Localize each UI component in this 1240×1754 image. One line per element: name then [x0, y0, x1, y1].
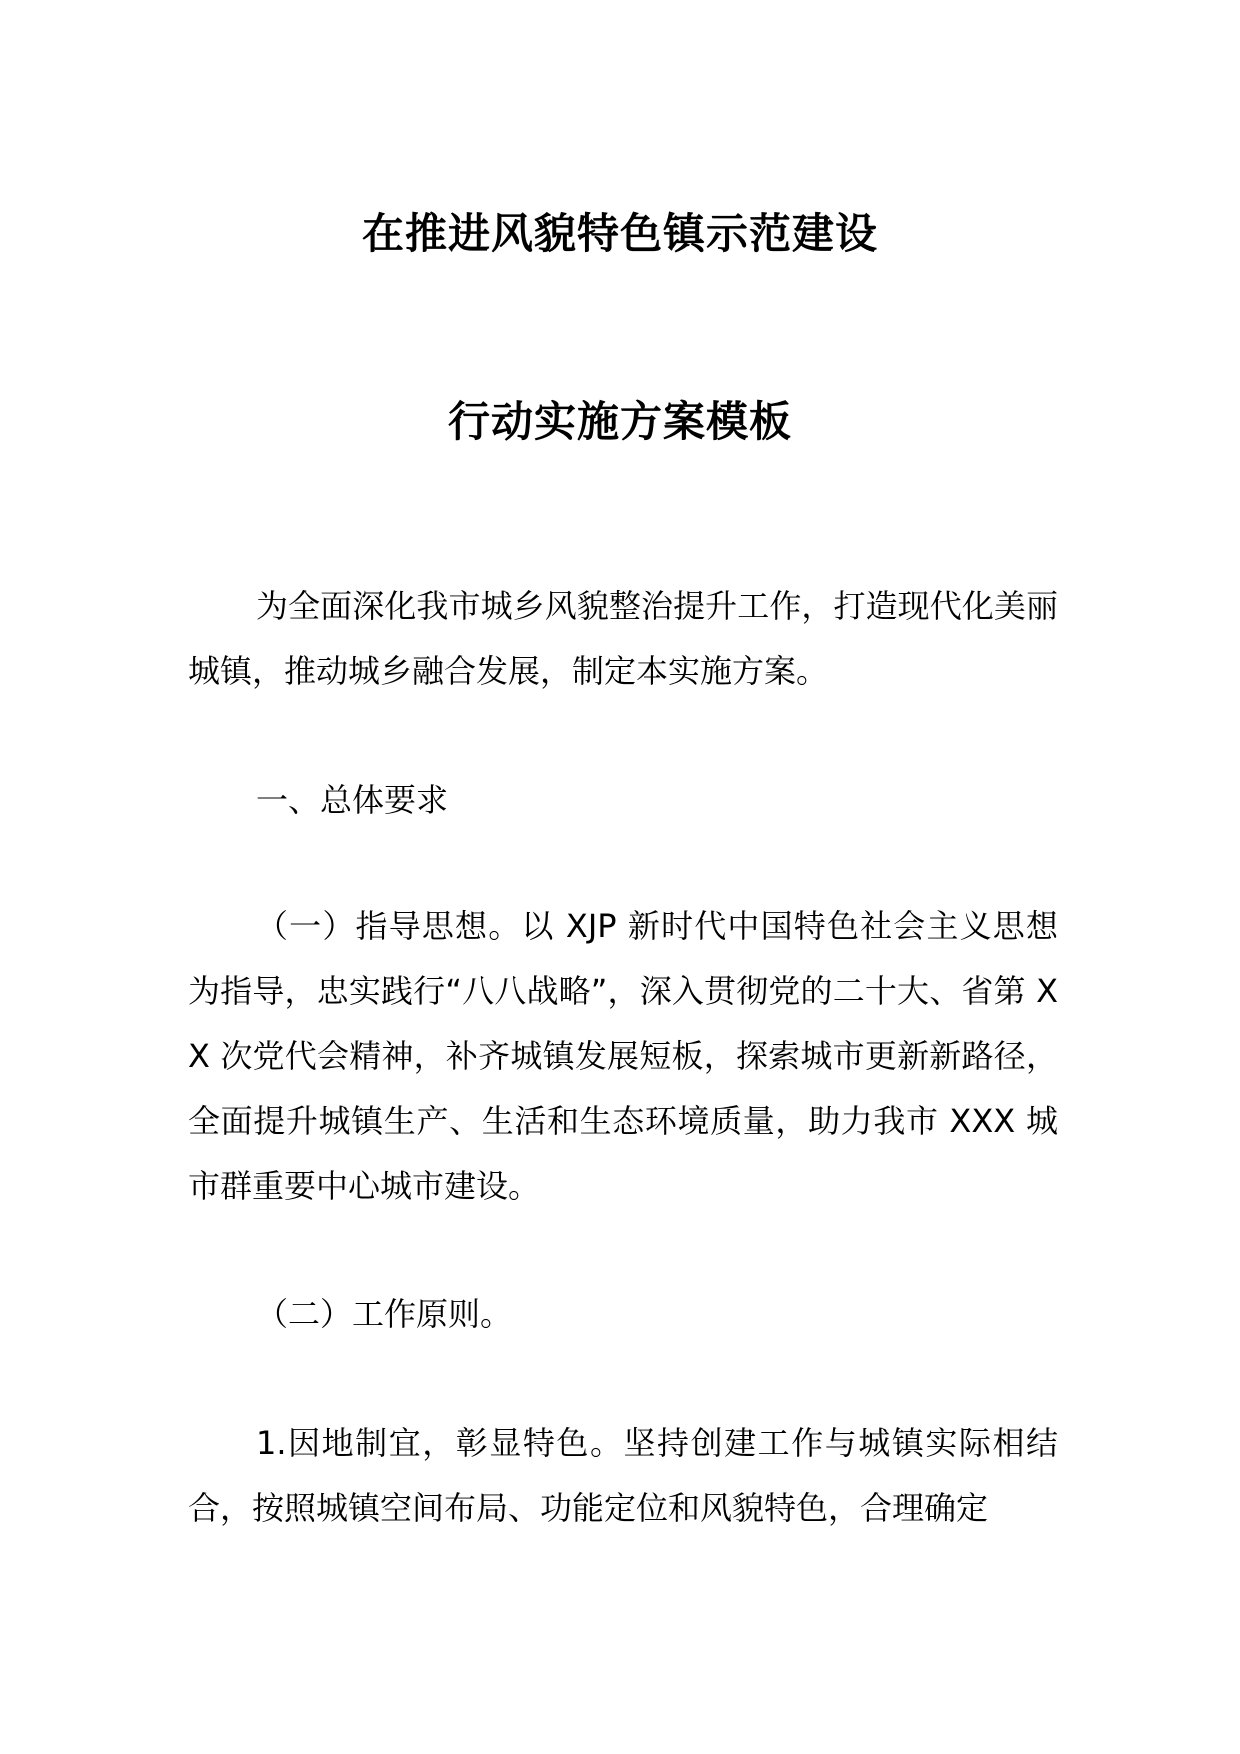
subheading-work-principles: （二）工作原则。 [256, 1295, 513, 1333]
document-title-line-2: 行动实施方案模板 [447, 397, 792, 446]
guiding-thought-paragraph: （一）指导思想。以 XJP 新时代中国特色社会主义思想为指导，忠实践行“八八战略”，深入贯彻党的二十大、省第 XX 次党代会精神，补齐城镇发展短板，探索城市更新新路径，全面提升城镇生产、生活和生态环境质量，助力我市 XXX 城市群重要中心城市建设。 [188, 907, 1058, 1205]
intro-paragraph: 为全面深化我市城乡风貌整治提升工作，打造现代化美丽城镇，推动城乡融合发展，制定本实施方案。 [188, 587, 1058, 690]
section-heading-general-requirements: 一、总体要求 [256, 781, 449, 819]
principle-item-1: 1.因地制宜，彰显特色。坚持创建工作与城镇实际相结合，按照城镇空间布局、功能定位和风貌特色，合理确定 [188, 1424, 1058, 1527]
document-title-line-1: 在推进风貌特色镇示范建设 [361, 209, 878, 258]
